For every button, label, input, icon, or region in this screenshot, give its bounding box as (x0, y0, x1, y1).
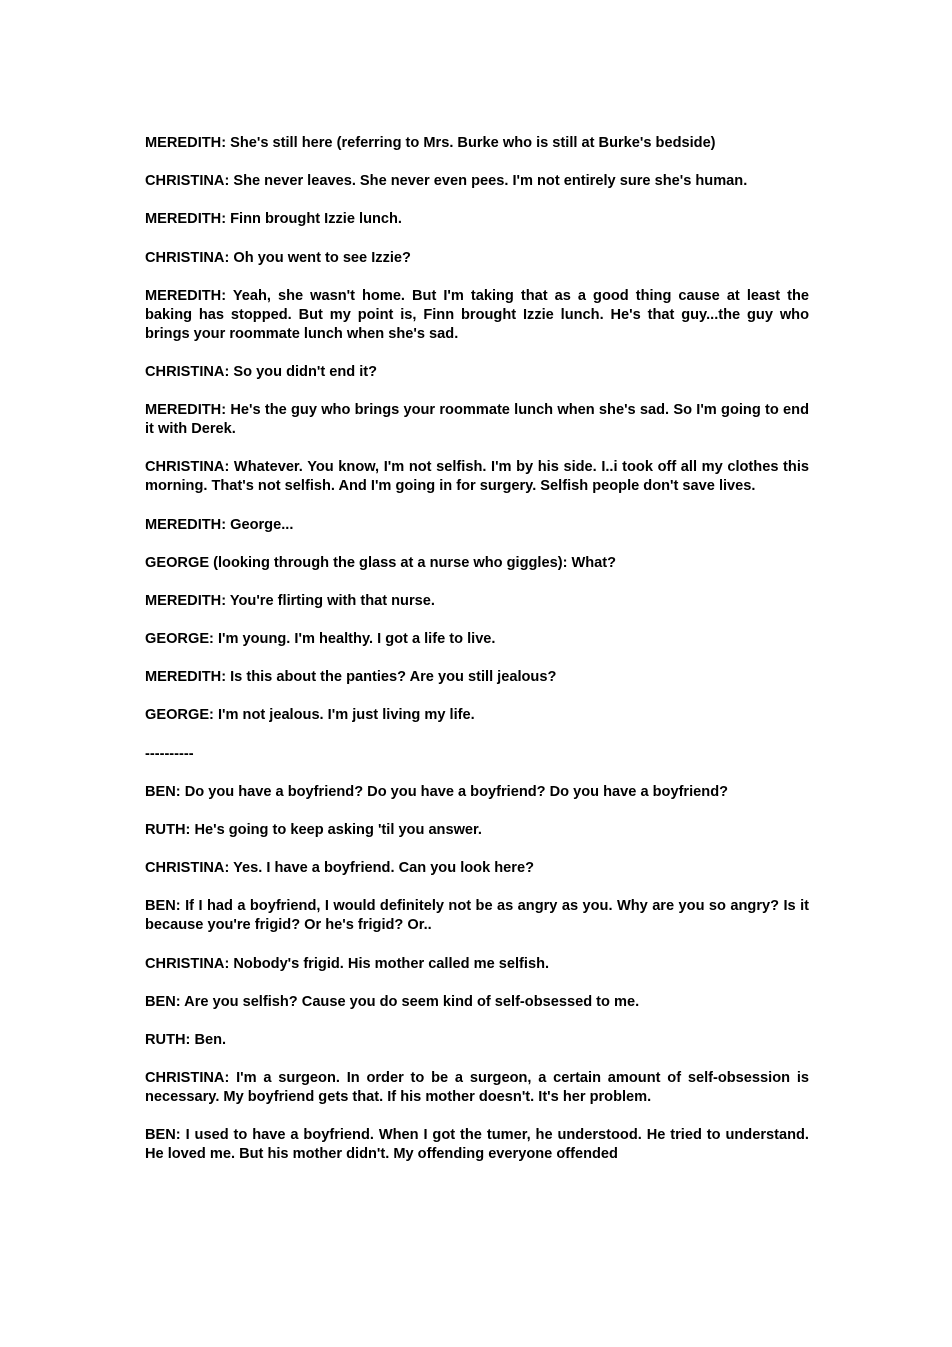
dialogue-line: CHRISTINA: I'm a surgeon. In order to be a surgeon, a certain amount of self-obsession is necessary. My boyfriend gets that. If his mother doesn't. It's her problem. (145, 1070, 809, 1106)
dialogue-line: MEREDITH: George... (145, 516, 294, 533)
dialogue-line: CHRISTINA: Yes. I have a boyfriend. Can you look here? (145, 860, 534, 877)
dialogue-line: MEREDITH: You're flirting with that nurse. (145, 592, 435, 609)
dialogue-line: GEORGE: I'm young. I'm healthy. I got a life to live. (145, 631, 496, 648)
dialogue-line: BEN: Do you have a boyfriend? Do you have a boyfriend? Do you have a boyfriend? (145, 783, 729, 800)
dialogue-line: CHRISTINA: Nobody's frigid. His mother called me selfish. (145, 955, 550, 972)
scene-divider: ---------- (145, 745, 194, 762)
dialogue-line: MEREDITH: She's still here (referring to Mrs. Burke who is still at Burke's bedside) (145, 135, 716, 151)
dialogue-line: CHRISTINA: Whatever. You know, I'm not selfish. I'm by his side. I..i took off all my clothes this morning. That's not selfish. And I'm going in for surgery. Selfish people don't save lives. (145, 459, 809, 495)
dialogue-line: BEN: Are you selfish? Cause you do seem kind of self-obsessed to me. (145, 993, 640, 1010)
script-transcript (145, 134, 809, 1184)
dialogue-line: RUTH: He's going to keep asking 'til you answer. (145, 822, 482, 838)
dialogue-line: MEREDITH: He's the guy who brings your roommate lunch when she's sad. So I'm going to end it with Derek. (145, 402, 809, 438)
dialogue-line: CHRISTINA: So you didn't end it? (145, 363, 378, 380)
dialogue-line: CHRISTINA: She never leaves. She never even pees. I'm not entirely sure she's human. (145, 173, 748, 190)
dialogue-line: MEREDITH: Yeah, she wasn't home. But I'm taking that as a good thing cause at least the baking has stopped. But my point is, Finn brought Izzie lunch. He's that guy...the guy who brings your roommate lunch when she's sad. (145, 287, 809, 342)
dialogue-line: CHRISTINA: Oh you went to see Izzie? (145, 249, 411, 266)
dialogue-line: GEORGE (looking through the glass at a nurse who giggles): What? (145, 554, 617, 571)
dialogue-line: BEN: If I had a boyfriend, I would definitely not be as angry as you. Why are you so angry? Is it because you're frigid? Or he's frigid? Or.. (145, 898, 809, 934)
dialogue-line: GEORGE: I'm not jealous. I'm just living my life. (145, 707, 475, 724)
dialogue-line: RUTH: Ben. (145, 1031, 227, 1048)
dialogue-line: MEREDITH: Is this about the panties? Are you still jealous? (145, 669, 557, 686)
dialogue-line: BEN: I used to have a boyfriend. When I got the tumer, he understood. He tried to understand. He loved me. But his mother didn't. My offending everyone offended (145, 1127, 809, 1163)
dialogue-line: MEREDITH: Finn brought Izzie lunch. (145, 211, 402, 228)
